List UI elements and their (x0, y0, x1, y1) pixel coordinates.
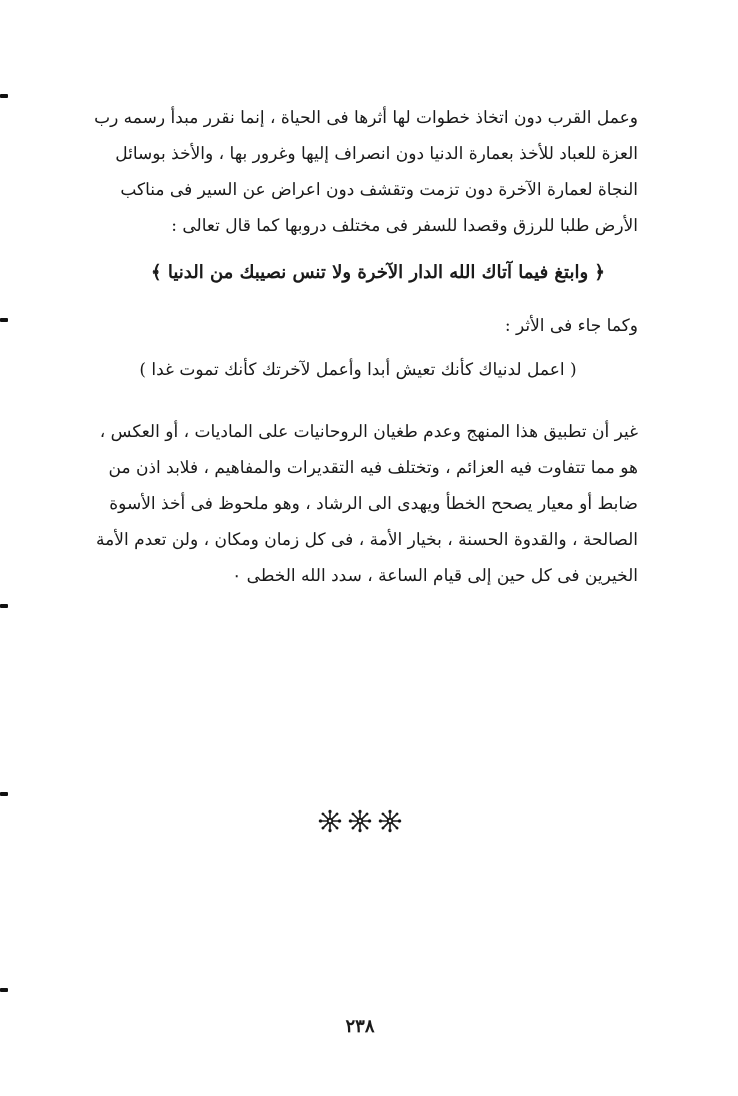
paragraph-line: النجاة لعمارة الآخرة دون تزمت وتقشف دون اعراض عن السير فى مناكب (120, 180, 638, 200)
athar-quote: ( اعمل لدنياك كأنك تعيش أبدا وأعمل لآخرتك كأنك تموت غدا ) (139, 360, 577, 380)
floral-star-icon (348, 809, 372, 833)
quran-verse: ﴿ وابتغ فيما آتاك الله الدار الآخرة ولا تنس نصيبك من الدنيا ﴾ (151, 262, 605, 283)
paragraph-2 (96, 414, 638, 594)
paragraph-1 (94, 100, 638, 244)
paragraph-line: الصالحة ، والقدوة الحسنة ، بخيار الأمة ، فى كل زمان ومكان ، ولن تعدم الأمة (96, 530, 638, 550)
edge-mark (0, 318, 8, 322)
paragraph-line: وعمل القرب دون اتخاذ خطوات لها أثرها فى الحياة ، إنما نقرر مبدأ رسمه رب (94, 108, 638, 128)
paragraph-line: غير أن تطبيق هذا المنهج وعدم طغيان الروحانيات على الماديات ، أو العكس ، (99, 422, 638, 442)
section-divider-ornament (318, 808, 402, 834)
paragraph-line: الأرض طلبا للرزق وقصدا للسفر فى مختلف دروبها كما قال تعالى : (171, 216, 638, 236)
edge-mark (0, 792, 8, 796)
paragraph-line: الخيرين فى كل حين إلى قيام الساعة ، سدد الله الخطى ٠ (232, 566, 638, 586)
edge-mark (0, 94, 8, 98)
floral-star-icon (378, 809, 402, 833)
edge-mark (0, 988, 8, 992)
floral-star-icon (318, 809, 342, 833)
paragraph-line: هو مما تتفاوت فيه العزائم ، وتختلف فيه التقديرات والمفاهيم ، فلابد اذن من (108, 458, 638, 478)
paragraph-line: العزة للعباد للأخذ بعمارة الدنيا دون انصراف إليها وغرور بها ، والأخذ بوسائل (115, 144, 638, 164)
page-number: ٢٣٨ (345, 1016, 375, 1037)
edge-mark (0, 604, 8, 608)
athar-intro: وكما جاء فى الأثر : (504, 316, 638, 336)
paragraph-line: ضابط أو معيار يصحح الخطأ ويهدى الى الرشاد ، وهو ملحوظ فى أخذ الأسوة (109, 494, 638, 514)
